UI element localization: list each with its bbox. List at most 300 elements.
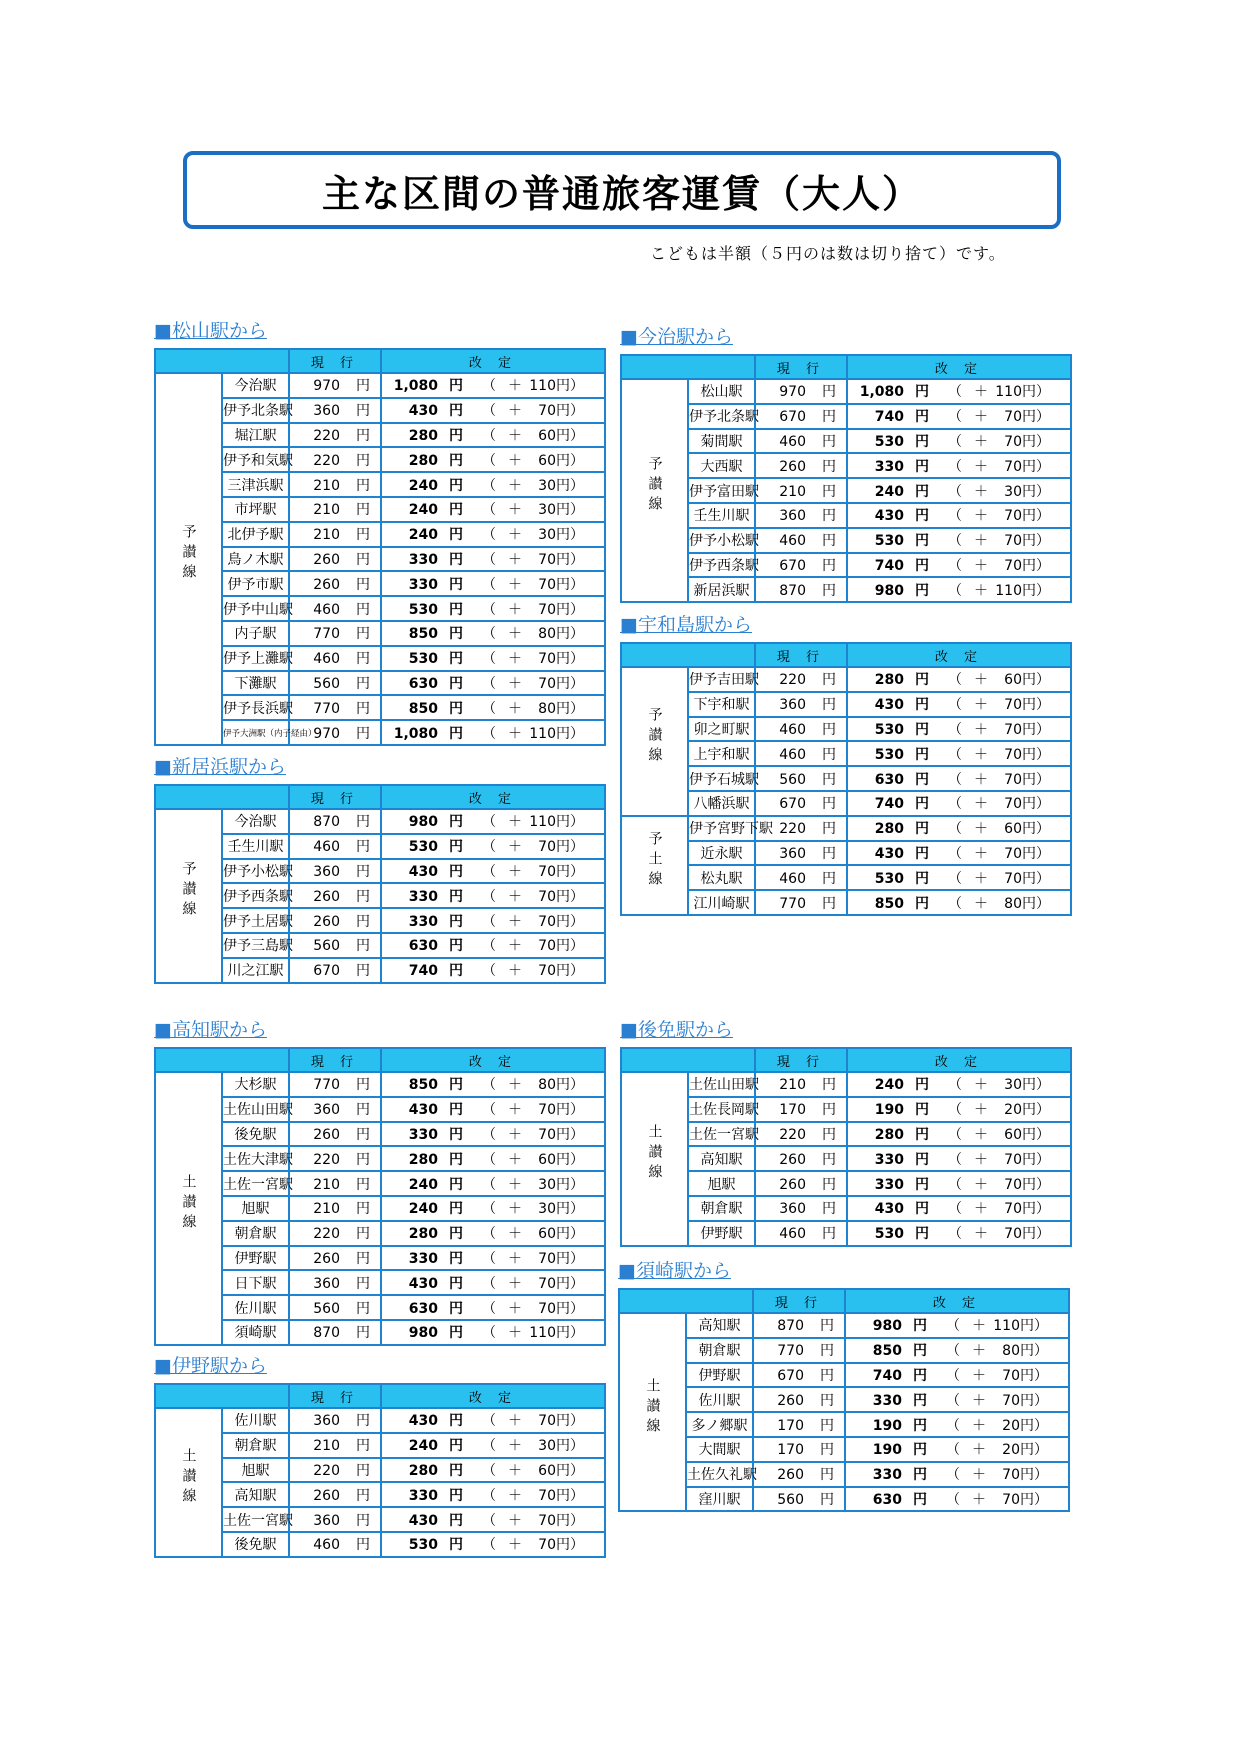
revised-fare	[381, 1408, 605, 1433]
open-paren: （	[482, 1275, 496, 1292]
line-name	[621, 816, 688, 915]
revised-fare-value: 330	[408, 551, 438, 568]
revised-fare	[381, 398, 605, 423]
current-fare-value: 360	[313, 1275, 340, 1292]
close-paren: 円）	[556, 1462, 584, 1479]
revised-fare	[381, 958, 605, 983]
yen-label: 円	[822, 796, 836, 813]
open-paren: （	[948, 870, 962, 887]
station-name: 朝倉駅	[222, 1221, 289, 1246]
plus-sign: ＋	[972, 1491, 986, 1508]
revised-fare	[847, 1072, 1071, 1097]
line-name	[155, 1408, 222, 1557]
yen-label: 円	[915, 746, 929, 763]
current-fare-value: 170	[777, 1417, 804, 1434]
revised-fare-value: 430	[874, 697, 904, 714]
table-row	[621, 429, 1071, 454]
close-paren: 円）	[556, 576, 584, 593]
station-name: 高知駅	[686, 1313, 753, 1338]
revised-fare-value: 430	[408, 1275, 438, 1292]
station-name: 壬生川駅	[688, 503, 755, 528]
increase-value: 70	[1004, 458, 1022, 475]
open-paren: （	[482, 1226, 496, 1243]
current-fare	[755, 692, 847, 717]
table-row	[155, 1532, 605, 1557]
revised-fare	[381, 1270, 605, 1295]
revised-fare	[381, 1320, 605, 1345]
revised-fare-value: 280	[408, 1462, 438, 1479]
close-paren: 円）	[556, 839, 584, 856]
revised-fare-value: 1,080	[393, 725, 438, 742]
increase-value: 70	[538, 1126, 556, 1143]
station-name: 伊予吉田駅	[688, 667, 755, 692]
revised-fare-value: 280	[408, 1226, 438, 1243]
close-paren: 円）	[1022, 508, 1050, 525]
current-fare-value: 970	[313, 378, 340, 395]
table-row	[155, 447, 605, 472]
close-paren: 円）	[556, 651, 584, 668]
current-fare	[289, 908, 381, 933]
current-fare-value: 560	[777, 1491, 804, 1508]
revised-fare-value: 240	[408, 1176, 438, 1193]
open-paren: （	[482, 938, 496, 955]
plus-sign: ＋	[974, 1226, 988, 1243]
yen-label: 円	[915, 1201, 929, 1218]
open-paren: （	[948, 895, 962, 912]
table-row	[619, 1412, 1069, 1437]
plus-sign: ＋	[974, 433, 988, 450]
table-row	[155, 571, 605, 596]
table-row	[619, 1487, 1069, 1512]
current-fare-value: 260	[779, 458, 806, 475]
increase-value: 70	[1004, 557, 1022, 574]
current-fare-value: 220	[779, 821, 806, 838]
increase-value: 70	[538, 551, 556, 568]
yen-label: 円	[449, 1438, 463, 1455]
close-paren: 円）	[556, 1537, 584, 1554]
yen-label: 円	[820, 1392, 834, 1409]
line-name	[621, 379, 688, 602]
yen-label: 円	[913, 1343, 927, 1360]
station-name: 日下駅	[222, 1270, 289, 1295]
yen-label: 円	[820, 1467, 834, 1484]
yen-label: 円	[449, 626, 463, 643]
revised-fare-value: 1,080	[859, 384, 904, 401]
current-fare-value: 260	[779, 1176, 806, 1193]
revised-fare	[845, 1462, 1069, 1487]
section-heading: ■新居浜駅から	[154, 756, 286, 778]
yen-label: 円	[356, 551, 370, 568]
plus-sign: ＋	[508, 452, 522, 469]
current-fare	[289, 1171, 381, 1196]
current-fare-value: 560	[313, 938, 340, 955]
current-fare-value: 770	[777, 1343, 804, 1360]
revised-fare-value: 740	[874, 557, 904, 574]
station-name: 伊予中山駅	[222, 596, 289, 621]
yen-label: 円	[822, 746, 836, 763]
yen-label: 円	[449, 814, 463, 831]
plus-sign: ＋	[508, 1126, 522, 1143]
close-paren: 円）	[1020, 1417, 1048, 1434]
close-paren: 円）	[556, 626, 584, 643]
plus-sign: ＋	[974, 1126, 988, 1143]
close-paren: 円）	[556, 1487, 584, 1504]
header-blank	[619, 1289, 753, 1313]
close-paren: 円）	[1022, 672, 1050, 689]
increase-value: 70	[538, 576, 556, 593]
open-paren: （	[946, 1343, 960, 1360]
station-name: 佐川駅	[686, 1387, 753, 1412]
revised-fare-value: 190	[872, 1417, 902, 1434]
open-paren: （	[482, 1126, 496, 1143]
plus-sign: ＋	[972, 1442, 986, 1459]
yen-label: 円	[449, 1537, 463, 1554]
line-name-text: 土讃線	[644, 1377, 661, 1438]
current-fare	[289, 1196, 381, 1221]
yen-label: 円	[356, 1462, 370, 1479]
close-paren: 円）	[556, 1512, 584, 1529]
increase-value: 60	[538, 427, 556, 444]
yen-label: 円	[449, 1176, 463, 1193]
plus-sign: ＋	[974, 771, 988, 788]
revised-fare-value: 240	[408, 1438, 438, 1455]
plus-sign: ＋	[508, 1250, 522, 1267]
revised-fare-value: 530	[874, 870, 904, 887]
revised-fare	[381, 596, 605, 621]
revised-fare	[381, 522, 605, 547]
revised-fare-value: 850	[408, 700, 438, 717]
table-row	[621, 667, 1071, 692]
yen-label: 円	[449, 1102, 463, 1119]
revised-fare	[847, 692, 1071, 717]
plus-sign: ＋	[508, 626, 522, 643]
close-paren: 円）	[556, 1176, 584, 1193]
current-fare	[289, 1146, 381, 1171]
increase-value: 80	[538, 626, 556, 643]
station-name: 土佐長岡駅	[688, 1097, 755, 1122]
revised-fare	[847, 1122, 1071, 1147]
table-row	[155, 933, 605, 958]
current-fare-value: 870	[313, 1325, 340, 1342]
current-fare	[753, 1437, 845, 1462]
yen-label: 円	[449, 1512, 463, 1529]
current-fare-value: 870	[777, 1318, 804, 1335]
yen-label: 円	[822, 721, 836, 738]
current-fare	[755, 1196, 847, 1221]
table-row	[155, 958, 605, 983]
increase-value: 70	[1004, 746, 1022, 763]
table-row	[155, 1072, 605, 1097]
yen-label: 円	[820, 1318, 834, 1335]
table-row	[155, 1433, 605, 1458]
close-paren: 円）	[556, 938, 584, 955]
current-fare-value: 560	[313, 675, 340, 692]
yen-label: 円	[820, 1343, 834, 1360]
yen-label: 円	[449, 1151, 463, 1168]
section-heading: ■高知駅から	[154, 1019, 267, 1041]
current-fare	[755, 1146, 847, 1171]
current-fare-value: 360	[313, 403, 340, 420]
yen-label: 円	[822, 895, 836, 912]
yen-label: 円	[449, 576, 463, 593]
table-row	[155, 1482, 605, 1507]
station-name: 後免駅	[222, 1532, 289, 1557]
revised-fare	[847, 1221, 1071, 1246]
plus-sign: ＋	[972, 1367, 986, 1384]
current-fare	[755, 503, 847, 528]
revised-fare	[847, 478, 1071, 503]
table-row	[155, 1246, 605, 1271]
yen-label: 円	[915, 1126, 929, 1143]
current-fare	[289, 1221, 381, 1246]
increase-value: 110	[529, 814, 556, 831]
current-fare-value: 460	[313, 839, 340, 856]
current-fare	[289, 1097, 381, 1122]
plus-sign: ＋	[508, 1201, 522, 1218]
close-paren: 円）	[1022, 1126, 1050, 1143]
table-row	[155, 1295, 605, 1320]
section-heading: ■伊野駅から	[154, 1355, 267, 1377]
yen-label: 円	[356, 576, 370, 593]
open-paren: （	[482, 477, 496, 494]
station-name: 江川崎駅	[688, 890, 755, 915]
current-fare	[753, 1387, 845, 1412]
station-name: 土佐一宮駅	[688, 1122, 755, 1147]
increase-value: 70	[538, 888, 556, 905]
open-paren: （	[948, 1201, 962, 1218]
yen-label: 円	[915, 508, 929, 525]
open-paren: （	[946, 1392, 960, 1409]
increase-value: 110	[995, 582, 1022, 599]
table-row	[155, 423, 605, 448]
revised-fare-value: 630	[872, 1491, 902, 1508]
yen-label: 円	[449, 551, 463, 568]
yen-label: 円	[913, 1417, 927, 1434]
table-row	[621, 1097, 1071, 1122]
table-row	[155, 1270, 605, 1295]
increase-value: 70	[538, 1102, 556, 1119]
yen-label: 円	[356, 1151, 370, 1168]
current-fare-value: 360	[779, 697, 806, 714]
close-paren: 円）	[1022, 1226, 1050, 1243]
current-fare-value: 460	[779, 746, 806, 763]
current-fare-value: 670	[779, 557, 806, 574]
plus-sign: ＋	[974, 1151, 988, 1168]
close-paren: 円）	[556, 963, 584, 980]
revised-fare	[847, 667, 1071, 692]
current-fare	[755, 766, 847, 791]
yen-label: 円	[915, 433, 929, 450]
yen-label: 円	[915, 483, 929, 500]
line-name	[621, 667, 688, 816]
close-paren: 円）	[556, 378, 584, 395]
close-paren: 円）	[556, 502, 584, 519]
revised-fare	[381, 447, 605, 472]
current-fare-value: 260	[779, 1151, 806, 1168]
current-fare	[289, 720, 381, 745]
plus-sign: ＋	[974, 533, 988, 550]
revised-fare-value: 850	[872, 1343, 902, 1360]
close-paren: 円）	[556, 675, 584, 692]
yen-label: 円	[822, 508, 836, 525]
header-revised: 改 定	[381, 349, 605, 373]
increase-value: 60	[1004, 821, 1022, 838]
open-paren: （	[482, 1151, 496, 1168]
table-row	[155, 1320, 605, 1345]
increase-value: 20	[1002, 1417, 1020, 1434]
open-paren: （	[948, 483, 962, 500]
revised-fare-value: 330	[408, 576, 438, 593]
close-paren: 円）	[1022, 870, 1050, 887]
increase-value: 80	[1004, 895, 1022, 912]
header-row	[621, 643, 1071, 667]
open-paren: （	[482, 1250, 496, 1267]
yen-label: 円	[822, 1102, 836, 1119]
section-kochi	[154, 1019, 606, 1346]
header-revised: 改 定	[381, 785, 605, 809]
current-fare-value: 460	[779, 721, 806, 738]
close-paren: 円）	[556, 1325, 584, 1342]
yen-label: 円	[915, 1102, 929, 1119]
open-paren: （	[482, 403, 496, 420]
revised-fare	[845, 1487, 1069, 1512]
section-heading: ■松山駅から	[154, 320, 267, 342]
increase-value: 70	[1004, 697, 1022, 714]
close-paren: 円）	[556, 814, 584, 831]
station-name: 高知駅	[688, 1146, 755, 1171]
yen-label: 円	[822, 1151, 836, 1168]
current-fare	[755, 404, 847, 429]
revised-fare-value: 240	[874, 1077, 904, 1094]
yen-label: 円	[915, 821, 929, 838]
table-row	[155, 1196, 605, 1221]
plus-sign: ＋	[508, 1325, 522, 1342]
table-row	[155, 1097, 605, 1122]
table-row	[155, 809, 605, 834]
yen-label: 円	[356, 1250, 370, 1267]
plus-sign: ＋	[974, 697, 988, 714]
station-name: 卯之町駅	[688, 717, 755, 742]
revised-fare-value: 280	[408, 1151, 438, 1168]
current-fare	[289, 1072, 381, 1097]
yen-label: 円	[356, 1126, 370, 1143]
station-name: 松山駅	[688, 379, 755, 404]
current-fare	[289, 958, 381, 983]
increase-value: 70	[1002, 1467, 1020, 1484]
yen-label: 円	[913, 1491, 927, 1508]
yen-label: 円	[822, 384, 836, 401]
yen-label: 円	[356, 1487, 370, 1504]
yen-label: 円	[356, 427, 370, 444]
current-fare-value: 220	[313, 427, 340, 444]
revised-fare-value: 430	[408, 403, 438, 420]
table-row	[155, 646, 605, 671]
plus-sign: ＋	[508, 527, 522, 544]
yen-label: 円	[356, 888, 370, 905]
station-name: 窪川駅	[686, 1487, 753, 1512]
station-name: 伊予上灘駅	[222, 646, 289, 671]
close-paren: 円）	[1022, 821, 1050, 838]
current-fare-value: 670	[777, 1367, 804, 1384]
open-paren: （	[482, 1413, 496, 1430]
revised-fare-value: 280	[874, 821, 904, 838]
header-current: 現 行	[755, 355, 847, 379]
close-paren: 円）	[556, 863, 584, 880]
close-paren: 円）	[1020, 1343, 1048, 1360]
station-name: 菊間駅	[688, 429, 755, 454]
close-paren: 円）	[556, 1413, 584, 1430]
table-row	[155, 908, 605, 933]
table-row	[621, 865, 1071, 890]
yen-label: 円	[913, 1318, 927, 1335]
table-row	[155, 522, 605, 547]
fare-table	[620, 642, 1072, 916]
close-paren: 円）	[1022, 533, 1050, 550]
current-fare	[289, 1482, 381, 1507]
plus-sign: ＋	[974, 1077, 988, 1094]
increase-value: 60	[538, 1462, 556, 1479]
current-fare	[755, 890, 847, 915]
revised-fare-value: 980	[872, 1318, 902, 1335]
revised-fare	[381, 547, 605, 572]
revised-fare-value: 850	[408, 626, 438, 643]
revised-fare	[381, 1072, 605, 1097]
current-fare-value: 460	[779, 870, 806, 887]
close-paren: 円）	[556, 700, 584, 717]
close-paren: 円）	[556, 1438, 584, 1455]
current-fare-value: 970	[779, 384, 806, 401]
yen-label: 円	[915, 557, 929, 574]
line-name	[155, 1072, 222, 1345]
current-fare	[755, 791, 847, 816]
table-row	[155, 1122, 605, 1147]
station-name: 今治駅	[222, 373, 289, 398]
increase-value: 30	[538, 1438, 556, 1455]
close-paren: 円）	[1020, 1367, 1048, 1384]
close-paren: 円）	[556, 913, 584, 930]
table-row	[621, 766, 1071, 791]
revised-fare	[381, 373, 605, 398]
close-paren: 円）	[556, 527, 584, 544]
revised-fare	[381, 908, 605, 933]
yen-label: 円	[820, 1442, 834, 1459]
station-name: 新居浜駅	[688, 577, 755, 602]
current-fare	[289, 933, 381, 958]
increase-value: 80	[538, 1077, 556, 1094]
open-paren: （	[948, 796, 962, 813]
plus-sign: ＋	[508, 1176, 522, 1193]
close-paren: 円）	[1022, 895, 1050, 912]
yen-label: 円	[449, 427, 463, 444]
revised-fare	[845, 1437, 1069, 1462]
revised-fare	[847, 791, 1071, 816]
open-paren: （	[948, 409, 962, 426]
current-fare-value: 260	[313, 888, 340, 905]
open-paren: （	[948, 433, 962, 450]
close-paren: 円）	[1020, 1467, 1048, 1484]
yen-label: 円	[822, 582, 836, 599]
fare-table	[620, 354, 1072, 603]
current-fare	[289, 1270, 381, 1295]
table-row	[619, 1462, 1069, 1487]
yen-label: 円	[356, 651, 370, 668]
current-fare-value: 170	[779, 1102, 806, 1119]
close-paren: 円）	[1022, 746, 1050, 763]
header-current: 現 行	[289, 1384, 381, 1408]
increase-value: 60	[538, 1151, 556, 1168]
yen-label: 円	[820, 1417, 834, 1434]
revised-fare	[847, 1146, 1071, 1171]
